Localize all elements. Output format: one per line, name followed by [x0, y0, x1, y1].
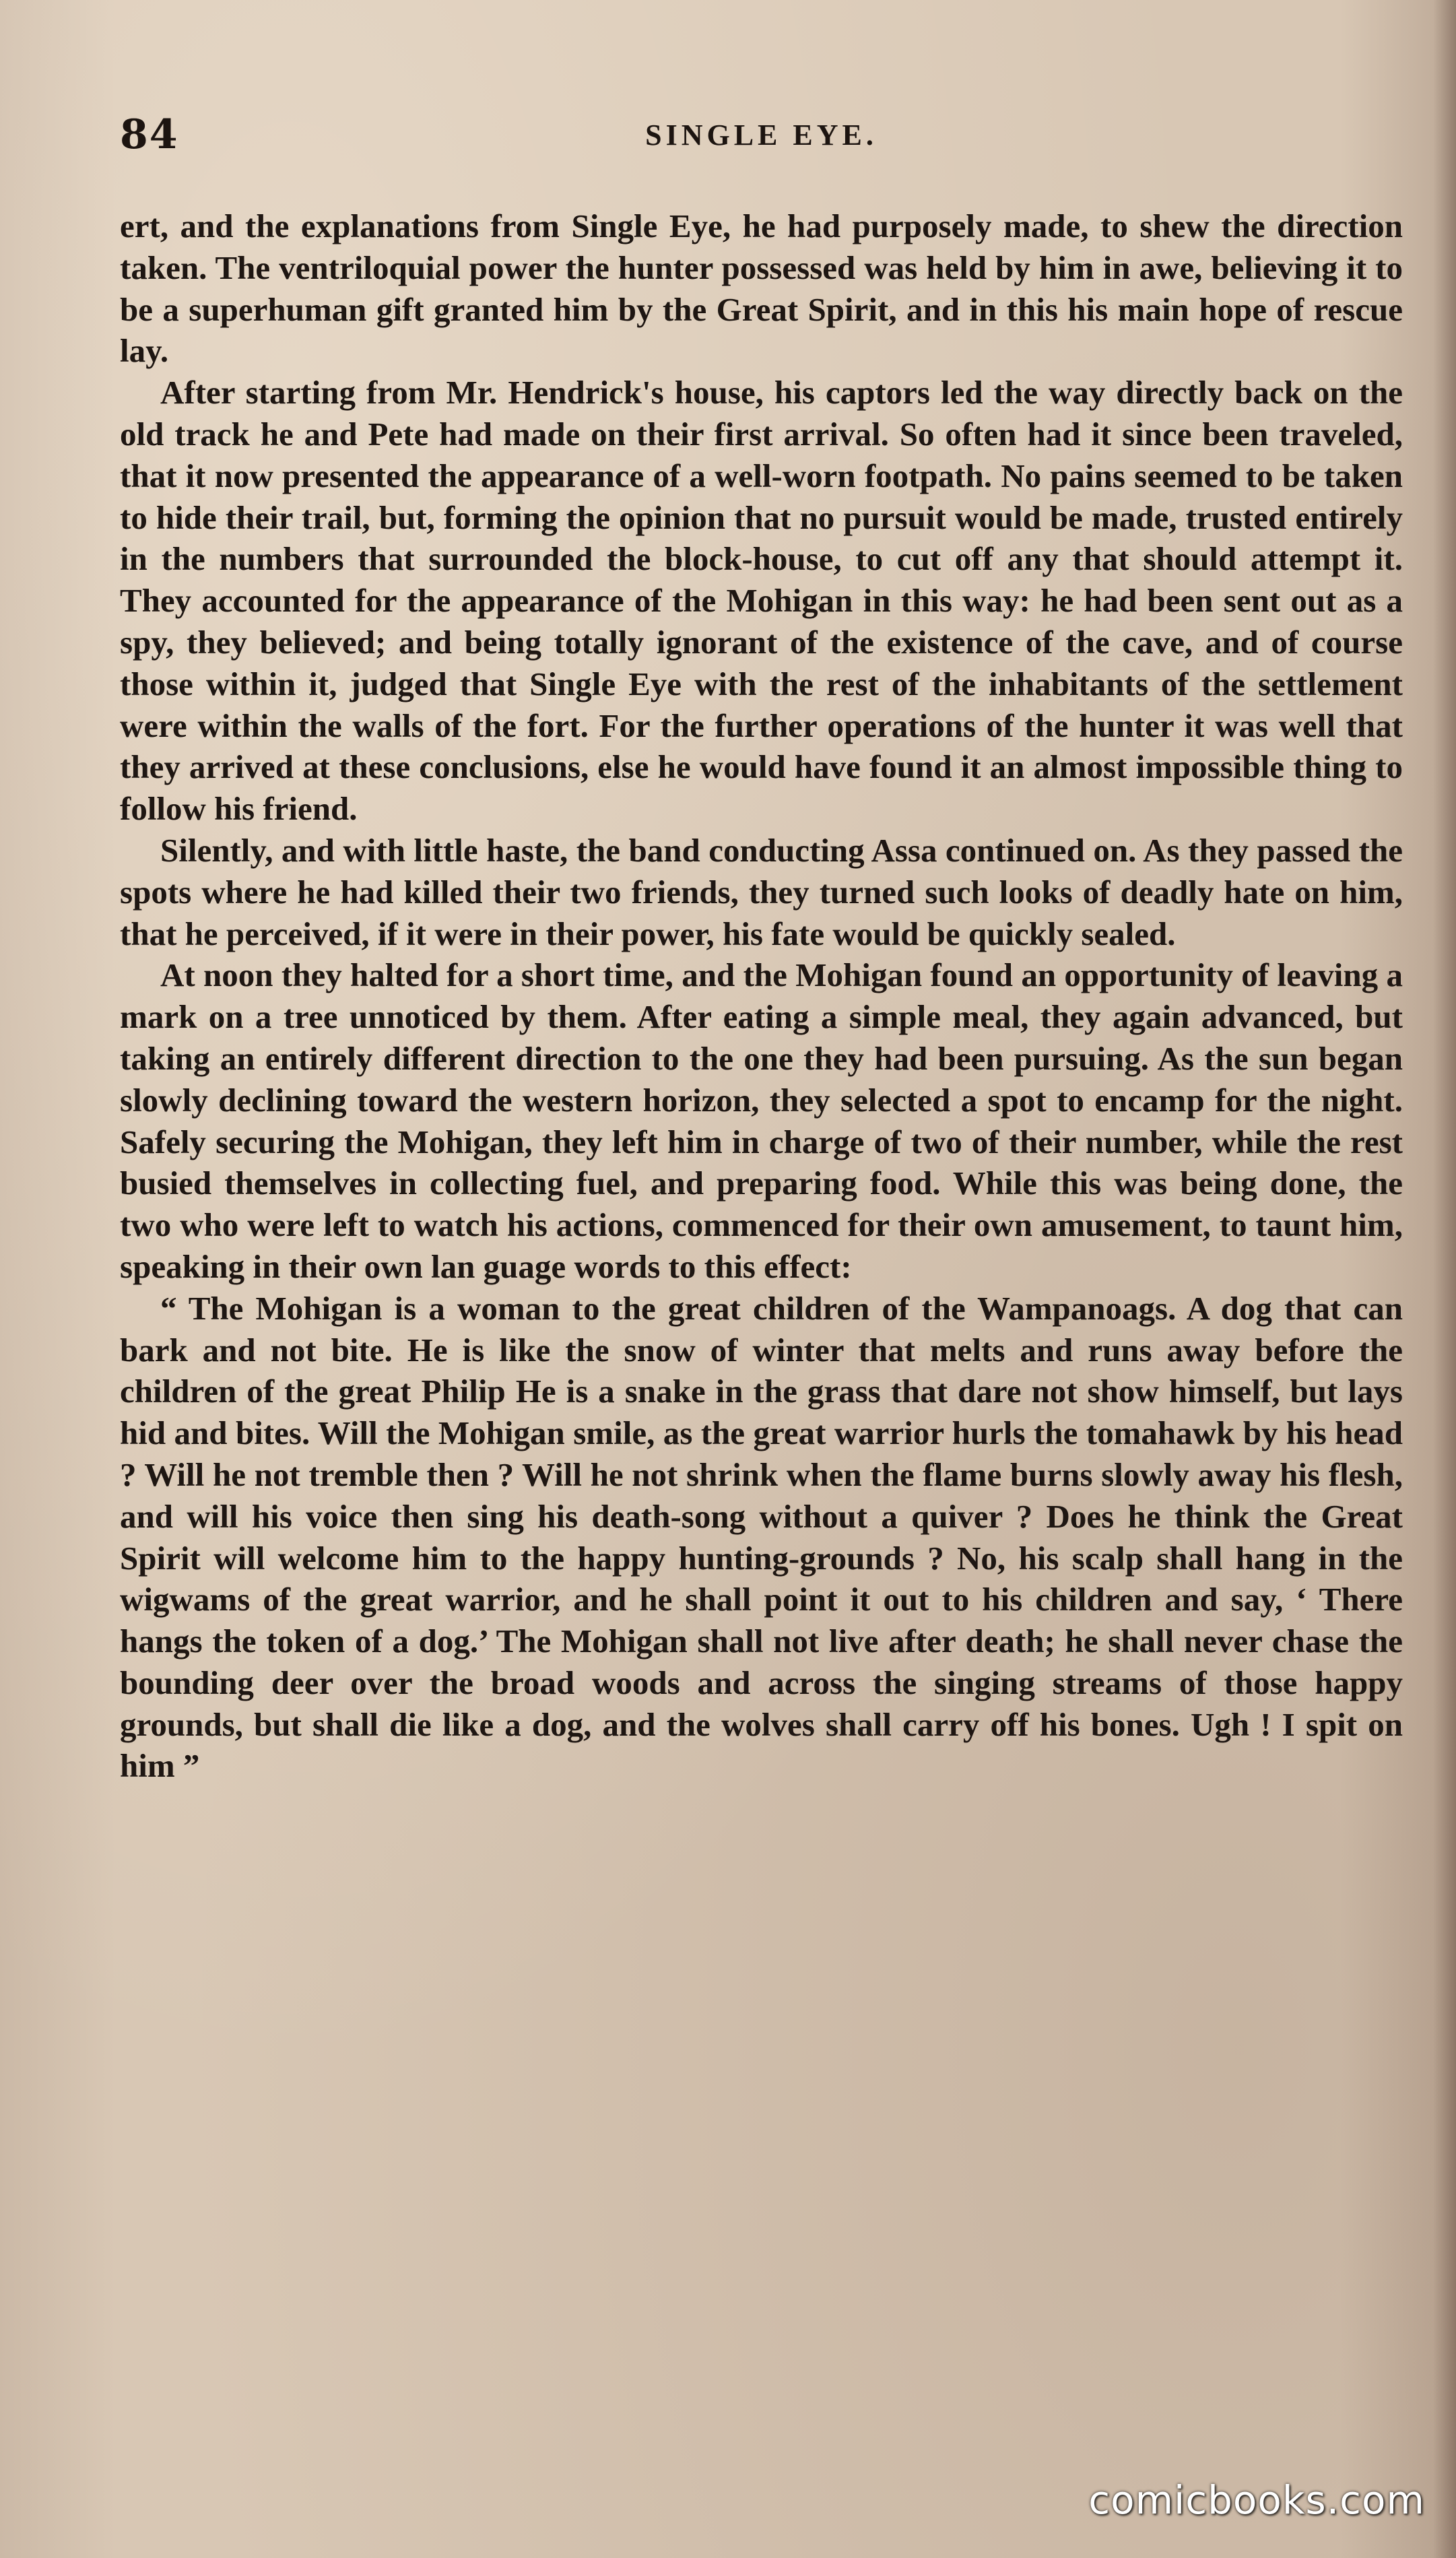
running-head: SINGLE EYE. — [645, 119, 878, 152]
page-number: 84 — [120, 111, 179, 158]
body-text — [120, 205, 1403, 1787]
page-header — [120, 108, 1403, 162]
paragraph: Silently, and with little haste, the band conducting Assa continued on. As they passed the spots where he had killed their two friends, they turned such looks of deadly hate on him, that he perceived, if it were in their power, his fate would be quickly sealed. — [120, 831, 1403, 952]
page-edge-shadow — [1433, 0, 1456, 2558]
paragraph: At noon they halted for a short time, and the Mohigan found an opportunity of leaving a mark on a tree unnoticed by them. After eating a simple meal, they again advanced, but taking an entirely different direction to the one they had been pursuing. As the sun began slowly declining toward the western horizon, they selected a spot to encamp for the night. Safely securing the Mohigan, they left him in charge of two of their number, while the rest busied themselves in collecting fuel, and preparing food. While this was being done, the two who were left to watch his actions, commenced for their own amusement, to taunt him, speaking in their own lan guage words to this effect: — [120, 956, 1403, 1285]
paragraph-continued: ert, and the explanations from Single Eye, he had purposely made, to shew the direction taken. The ventriloquial power the hunter possessed was held by him in awe, believing it to be a superhuman gift granted him by the Great Spirit, and in this his main hope of rescue lay. — [120, 207, 1403, 370]
paragraph: After starting from Mr. Hendrick's house, his captors led the way directly back on the old track he and Pete had made on their first arrival. So often had it since been traveled, that it now presented the appearance of a well-worn footpath. No pains seemed to be taken to hide their trail, but, forming the opinion that no pursuit would be made, trusted entirely in the numbers that surrounded the block-house, to cut off any that should attempt it. They accounted for the appearance of the Mohigan in this way: he had been sent out as a spy, they believed; and being totally ignorant of the existence of the cave, and of course those within it, judged that Single Eye with the rest of the inhabitants of the settlement were within the walls of the fort. For the further operations of the hunter it was well that they arrived at these conclusions, else he would have found it an almost impossible thing to follow his friend. — [120, 374, 1403, 828]
paragraph-quote: “ The Mohigan is a woman to the great children of the Wampanoags. A dog that can bark and not bite. He is like the snow of winter that melts and runs away before the children of the great Philip He is a snake in the grass that dare not show himself, but lays hid and bites. Will the Mohigan smile, as the great warrior hurls the tomahawk by his head ? Will he not tremble then ? Will he not shrink when the flame burns slowly away his flesh, and will his voice then sing his death-song without a quiver ? Does he think the Great Spirit will welcome him to the happy hunting-grounds ? No, his scalp shall hang in the wigwams of the great warrior, and he shall point it out to his children and say, ‘ There hangs the token of a dog.’ The Mohigan shall not live after death; he shall never chase the bounding deer over the broad woods and across the singing streams of those happy grounds, but shall die like a dog, and the wolves shall carry off his bones. Ugh ! I spit on him ” — [120, 1289, 1403, 1785]
watermark: comicbooks.com — [1088, 2477, 1425, 2523]
